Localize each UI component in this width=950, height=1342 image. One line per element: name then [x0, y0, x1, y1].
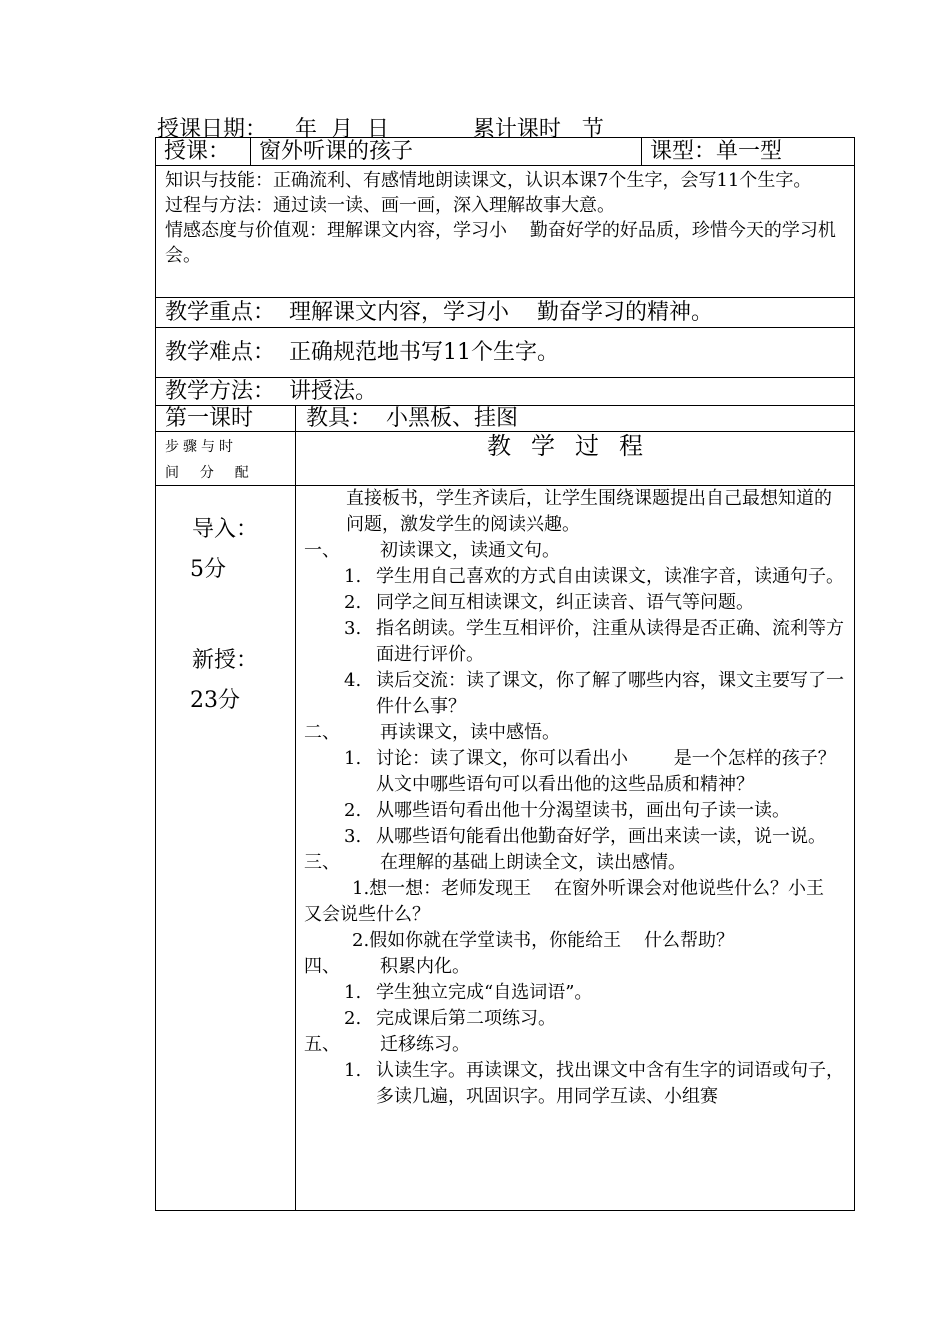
lesson-row	[156, 138, 854, 166]
intro-text: 直接板书，学生齐读后，让学生围绕课题提出自己最想知道的问题，激发学生的阅读兴趣。	[346, 488, 832, 535]
section-1	[304, 538, 848, 564]
section-1-title: 初读课文，读通文句。	[380, 540, 560, 561]
section-1-number: 一、	[304, 540, 340, 561]
lesson-type: 课型：单一型	[650, 139, 783, 164]
list-item: 1. 学生用自己喜欢的方式自由读课文，读准字音，读通句子。	[344, 566, 844, 587]
steps-time-header	[156, 432, 296, 485]
list-item: 2. 同学之间互相读课文，纠正读音、语气等问题。	[344, 592, 754, 613]
section-3-question-2: 2.假如你就在学堂读书，你能给王 什么帮助？	[352, 930, 735, 951]
section-3	[304, 850, 848, 876]
list-item: 4. 读后交流：读了课文，你了解了哪些内容，课文主要写了一件什么事？	[344, 670, 844, 717]
section-5-number: 五、	[304, 1034, 340, 1055]
new-minutes: 23分	[190, 688, 240, 713]
section-5-title: 迁移练习。	[380, 1034, 470, 1055]
section-4	[304, 954, 848, 980]
steps-header-line2: 间 分 配	[165, 465, 253, 481]
steps-header-row	[156, 432, 854, 486]
objectives-cell	[156, 166, 854, 298]
section-5	[304, 1032, 848, 1058]
teaching-method: 教学方法： 讲授法。	[156, 378, 854, 406]
difficulty: 教学难点： 正确规范地书写11个生字。	[156, 328, 854, 378]
time-allocation	[156, 486, 296, 1210]
objective-process: 过程与方法：通过读一读、画一画，深入理解故事大意。	[165, 195, 615, 216]
key-point: 教学重点： 理解课文内容，学习小 勤奋学习的精神。	[156, 298, 854, 328]
lesson-table	[155, 137, 855, 1211]
intro-minutes: 5分	[190, 557, 226, 582]
section-2-number: 二、	[304, 722, 340, 743]
lesson-label: 授课：	[156, 138, 251, 165]
section-2	[304, 720, 848, 746]
first-lesson-label: 第一课时	[156, 406, 296, 431]
tools-row	[156, 406, 854, 432]
date-fields: 年 月 日	[295, 117, 389, 142]
section-2-title: 再读课文，读中感悟。	[380, 722, 560, 743]
section-4-title: 积累内化。	[380, 956, 470, 977]
section-3-question-1: 1.想一想：老师发现王 在窗外听课会对他说些什么？小王 又会说些什么？	[304, 878, 847, 925]
objective-knowledge: 知识与技能：正确流利、有感情地朗读课文，认识本课7个生字，会写11个生字。	[165, 170, 812, 191]
list-item: 1. 认读生字。再读课文，找出课文中含有生字的词语或句子，多读几遍，巩固识字。用同学互读、小组赛	[344, 1060, 844, 1107]
section-3-title: 在理解的基础上朗读全文，读出感情。	[380, 852, 686, 873]
process-title: 教学过程	[487, 432, 663, 460]
hours-label: 累计课时	[472, 117, 561, 142]
list-item: 3. 指名朗读。学生互相评价，注重从读得是否正确、流利等方面进行评价。	[344, 618, 844, 665]
steps-header-line1: 步骤与时	[165, 439, 237, 455]
section-3-number: 三、	[304, 852, 340, 873]
hours-suffix: 节	[581, 117, 604, 142]
intro-label: 导入：	[192, 517, 259, 542]
process-content	[296, 486, 854, 1210]
list-item: 1. 学生独立完成“自选词语”。	[344, 982, 593, 1003]
list-item: 1. 讨论：读了课文，你可以看出小 是一个怎样的孩子？从文中哪些语句可以看出他的这些品质和精神？	[344, 748, 836, 795]
tools-label: 教具： 小黑板、挂图	[306, 406, 518, 431]
objective-emotion: 情感态度与价值观：理解课文内容，学习小 勤奋好学的好品质，珍惜今天的学习机会。	[165, 220, 836, 266]
list-item: 2. 从哪些语句看出他十分渴望读书，画出句子读一读。	[344, 800, 790, 821]
section-4-number: 四、	[304, 956, 340, 977]
new-label: 新授：	[192, 648, 259, 673]
process-body-row	[156, 486, 854, 1210]
lesson-title: 窗外听课的孩子	[251, 138, 642, 165]
list-item: 2. 完成课后第二项练习。	[344, 1008, 556, 1029]
date-label: 授课日期：	[157, 117, 268, 142]
list-item: 3. 从哪些语句能看出他勤奋好学，画出来读一读，说一说。	[344, 826, 826, 847]
